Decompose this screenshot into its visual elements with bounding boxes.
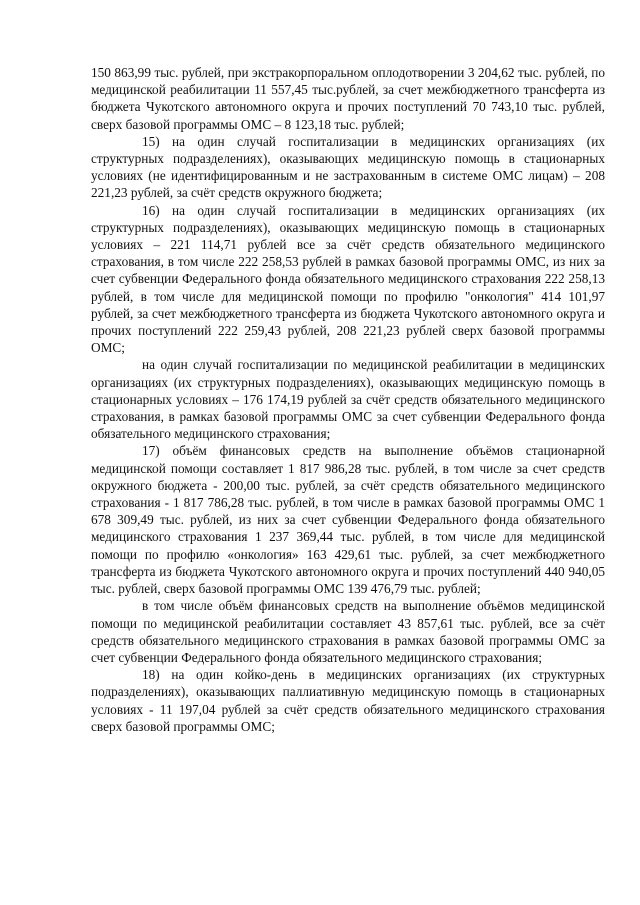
- paragraph-item-16: 16) на один случай госпитализации в медицинских организациях (их структурных подразделениях), оказывающих медицинскую помощь в стационарных условиях – 221 114,71 рублей все за счёт средств обязательного медицинского страхования, в том числе 222 258,53 рублей в рамках базовой программы ОМС, из них за счет субвенции Федерального фонда обязательного медицинского страхования 222 258,13 рублей, в том числе для медицинской помощи по профилю "онкология" 414 101,97 рублей, за счет межбюджетного трансферта из бюджета Чукотского автономного округа и прочих поступлений 222 259,43 рублей, 208 221,23 рублей сверх базовой программы ОМС;: [91, 202, 605, 356]
- paragraph-rehabilitation-volume: в том числе объём финансовых средств на выполнение объёмов медицинской помощи по медицинской реабилитации составляет 43 857,61 тыс. рублей, все за счёт средств обязательного медицинского страхования в рамках базовой программы ОМС за счет субвенции Федерального фонда обязательного медицинского страхования;: [91, 598, 605, 665]
- paragraph-item-18: 18) на один койко-день в медицинских организациях (их структурных подразделениях), оказывающих паллиативную медицинскую помощь в стационарных условиях - 11 197,04 рублей за счёт средств обязательного медицинского страхования сверх базовой программы ОМС;: [91, 667, 605, 734]
- paragraph-continuation: 150 863,99 тыс. рублей, при экстракорпоральном оплодотворении 3 204,62 тыс. рублей, по медицинской реабилитации 11 557,45 тыс.рублей, за счет межбюджетного трансферта из бюджета Чукотского автономного округа и прочих поступлений 70 743,10 тыс. рублей, сверх базовой программы ОМС – 8 123,18 тыс. рублей;: [91, 65, 605, 132]
- paragraph-rehabilitation-case: на один случай госпитализации по медицинской реабилитации в медицинских организациях (их структурных подразделениях), оказывающих медицинскую помощь в стационарных условиях – 176 174,19 рублей за счёт средств обязательного медицинского страхования, в рамках базовой программы ОМС за счет субвенции Федерального фонда обязательного медицинского страхования;: [91, 357, 605, 442]
- document-body: [91, 64, 605, 735]
- paragraph-item-17: 17) объём финансовых средств на выполнение объёмов стационарной медицинской помощи составляет 1 817 986,28 тыс. рублей, в том числе за счет средств окружного бюджета - 200,00 тыс. рублей, за счёт средств обязательного медицинского страхования - 1 817 786,28 тыс. рублей, в том числе в рамках базовой программы ОМС 1 678 309,49 тыс. рублей, из них за счет субвенции Федерального фонда обязательного медицинского страхования 1 237 369,44 тыс. рублей, в том числе для медицинской помощи по профилю «онкология» 163 429,61 тыс. рублей, за счет межбюджетного трансферта из бюджета Чукотского автономного округа и прочих поступлений 440 940,05 тыс. рублей, сверх базовой программы ОМС 139 476,79 тыс. рублей;: [91, 443, 605, 597]
- paragraph-item-15: 15) на один случай госпитализации в медицинских организациях (их структурных подразделениях), оказывающих медицинскую помощь в стационарных условиях (не идентифицированным и не застрахованным в системе ОМС лицам) – 208 221,23 рублей, за счёт средств окружного бюджета;: [91, 133, 605, 201]
